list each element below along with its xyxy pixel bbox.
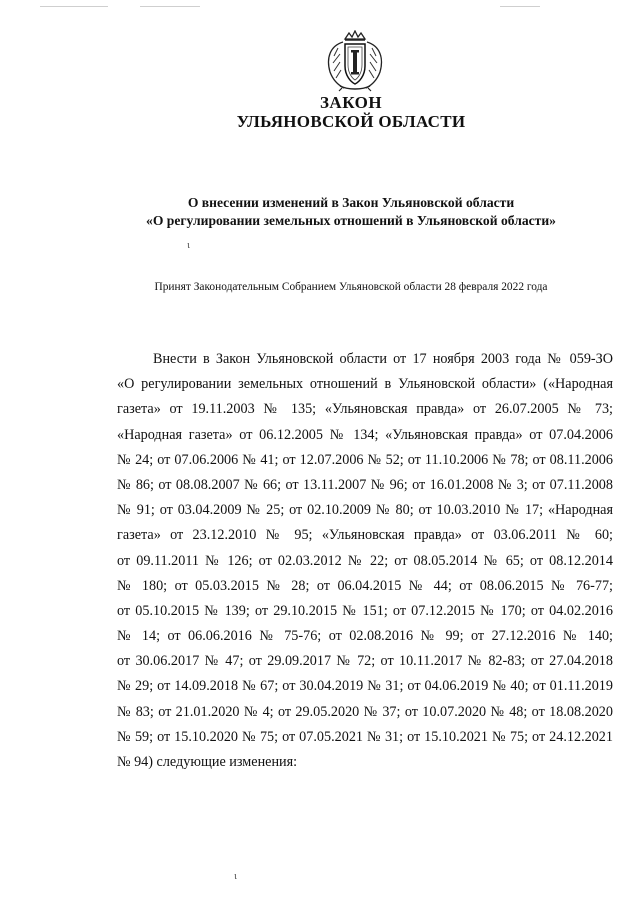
law-heading: ЗАКОН — [319, 93, 383, 112]
coat-of-arms-icon — [318, 30, 392, 92]
scan-artifact-line — [140, 6, 200, 7]
scan-artifact-mark: ι — [234, 870, 237, 882]
document-title — [0, 194, 640, 230]
body-line: от 05.10.2015 № 139; от 29.10.2015 № 151; от 07.12.2015 № 170; от 04.02.2016 — [117, 602, 613, 619]
body-line: № 86; от 08.08.2007 № 66; от 13.11.2007 № 96; от 16.01.2008 № 3; от 07.11.2008 — [117, 476, 613, 493]
document-title-line: «О регулировании земельных отношений в Ульяновской области» — [146, 213, 556, 228]
body-line: «О регулировании земельных отношений в Ульяновской области» («Народная — [117, 376, 613, 393]
scan-artifact-line — [500, 6, 540, 7]
document-title-line: О внесении изменений в Закон Ульяновской области — [187, 195, 515, 210]
body-line: № 180; от 05.03.2015 № 28; от 06.04.2015 № 44; от 08.06.2015 № 76-77; — [117, 577, 613, 594]
body-line: «Народная газета» от 06.12.2005 № 134; «Ульяновская правда» от 07.04.2006 — [117, 426, 613, 443]
body-line: газета» от 23.12.2010 № 95; «Ульяновская правда» от 03.06.2011 № 60; — [117, 527, 613, 544]
body-line: № 14; от 06.06.2016 № 75-76; от 02.08.2016 № 99; от 27.12.2016 № 140; — [117, 628, 613, 645]
body-line: № 91; от 03.04.2009 № 25; от 02.10.2009 № 80; от 10.03.2010 № 17; «Народная — [117, 502, 613, 519]
body-line: от 30.06.2017 № 47; от 29.09.2017 № 72; от 10.11.2017 № 82-83; от 27.04.2018 — [117, 653, 613, 670]
body-line: № 24; от 07.06.2006 № 41; от 12.07.2006 № 52; от 11.10.2006 № 78; от 08.11.2006 — [117, 451, 613, 468]
body-line: № 94) следующие изменения: — [117, 754, 298, 770]
body-line: № 83; от 21.01.2020 № 4; от 29.05.2020 № 37; от 10.07.2020 № 48; от 18.08.2020 — [117, 703, 613, 720]
body-line: от 09.11.2011 № 126; от 02.03.2012 № 22; от 08.05.2014 № 65; от 08.12.2014 — [117, 552, 613, 569]
region-heading: УЛЬЯНОВСКОЙ ОБЛАСТИ — [236, 112, 466, 131]
body-line: газета» от 19.11.2003 № 135; «Ульяновская правда» от 26.07.2005 № 73; — [117, 401, 613, 418]
body-line: Внести в Закон Ульяновской области от 17 ноября 2003 года № 059-ЗО — [153, 351, 613, 367]
scan-artifact-mark: ι — [187, 239, 190, 251]
adoption-note: Принят Законодательным Собранием Ульяновской области 28 февраля 2022 года — [154, 281, 548, 293]
body-line: № 59; от 15.10.2020 № 75; от 07.05.2021 № 31; от 15.10.2021 № 75; от 24.12.2021 — [117, 728, 613, 745]
scan-artifact-line — [40, 6, 108, 7]
law-body-paragraph — [117, 347, 613, 775]
body-line: № 29; от 14.09.2018 № 67; от 30.04.2019 № 31; от 04.06.2019 № 40; от 01.11.2019 — [117, 678, 613, 695]
